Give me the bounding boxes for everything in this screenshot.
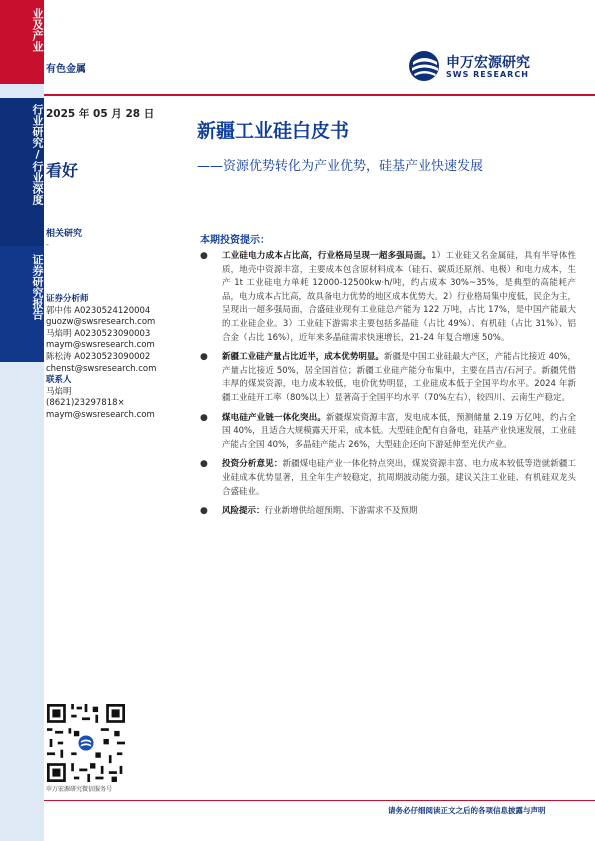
- highlight-bold: 投资分析意见：: [222, 459, 283, 470]
- rating: 看好: [46, 161, 79, 180]
- highlights-list: [198, 250, 576, 525]
- bullet-icon: ●: [200, 459, 208, 470]
- sidebar-label-2: 行业研究/行业深度: [31, 104, 44, 205]
- analyst-header: 证券分析师: [46, 294, 89, 304]
- highlight-text: 行业新增供给超预期、下游需求不及预期: [264, 506, 418, 517]
- highlight-bold: 煤电硅产业链一体化突出。: [222, 412, 327, 423]
- analyst-block: [46, 294, 156, 422]
- highlight-bold: 工业硅电力成本占比高，行业格局呈现一超多强局面。: [222, 251, 432, 261]
- sidebar-label-3: 证券研究报告: [31, 254, 44, 320]
- highlights-title: 本期投资提示：: [200, 235, 270, 246]
- header-divider: [44, 94, 595, 96]
- highlight-item: [198, 412, 576, 453]
- logo-mark-icon: [408, 50, 442, 82]
- contact-email[interactable]: maym@swsresearch.com: [46, 409, 155, 420]
- bullet-icon: ●: [200, 506, 208, 517]
- highlight-text: 新疆煤炭资源丰富，发电成本低，预测储量 2.19 万亿吨，约占全国 40%，且适合大规模露天开采，成本低。大型硅企配有自备电，硅基产业快速发展，工业硅产能占全国 40%，多晶硅产能占 26%，大型硅企还向下游延伸至光伏产业。: [222, 412, 576, 450]
- analyst-line: 陈松涛 A0230523090002: [46, 351, 151, 362]
- related-research-label: 相关研究: [46, 229, 83, 239]
- bullet-icon: ●: [200, 412, 208, 423]
- analyst-email[interactable]: guozw@swsresearch.com: [46, 317, 156, 328]
- analyst-email[interactable]: maym@swsresearch.com: [46, 340, 155, 351]
- highlight-item: [198, 351, 576, 405]
- report-date: 2025 年 05 月 28 日: [46, 108, 155, 120]
- contact-header: 联系人: [46, 375, 72, 386]
- logo-text-cn: 申万宏源研究: [446, 55, 530, 71]
- highlight-bold: 新疆工业硅产量占比近半，成本优势明显。: [222, 352, 384, 363]
- highlight-bold: 风险提示：: [222, 506, 265, 517]
- bullet-icon: ●: [200, 251, 208, 261]
- related-research-value: -: [46, 240, 49, 249]
- analyst-line: 马焰明 A0230523090003: [46, 328, 151, 339]
- sidebar-block-navy: [0, 98, 44, 246]
- footer-divider: [44, 800, 595, 801]
- sidebar-label-1: 业及产业: [31, 8, 44, 52]
- highlight-item: [198, 458, 576, 499]
- report-subtitle: ——资源优势转化为产业优势，硅基产业快速发展: [197, 159, 484, 174]
- qr-code-icon[interactable]: [47, 704, 125, 782]
- contact-phone: (8621)23297818×: [46, 398, 125, 409]
- sidebar-block-navy2: [0, 246, 44, 362]
- contact-line: 马焰明: [46, 386, 72, 397]
- analyst-email[interactable]: chenst@swsresearch.com: [46, 363, 157, 374]
- analyst-line: 郭中伟 A0230524120004: [46, 305, 151, 316]
- report-title: 新疆工业硅白皮书: [197, 120, 350, 142]
- sidebar-block-red: [0, 0, 44, 84]
- qr-caption: 申万宏源研究微信服务号: [46, 786, 113, 793]
- highlight-item: [198, 505, 576, 519]
- company-logo: [408, 50, 568, 82]
- logo-text-en: SWS RESEARCH: [446, 70, 529, 79]
- highlight-text: 新疆煤电硅产业一体化特点突出，煤炭资源丰富、电力成本较低等造就新疆工业硅成本优势显著，且全年生产较稳定，抗周期波动能力强，建议关注工业硅、有机硅双龙头合盛硅业。: [222, 459, 576, 497]
- highlight-text: 1）工业硅又名金属硅，具有半导体性质，地壳中资源丰富，主要成本包含原材料成本（硅石、碳质还原剂、电极）和电力成本，生产 1t 工业硅电力单耗 12000-12500kw·h/吨，约占成本 30%~35%，是典型的高能耗产品，电力成本占比高，故具备电力优势的地区成本优势大。2）行业格局集中度低，民企为主，呈现出一超多强局面，合盛硅业现有工业硅总产能为 122 万吨，占比 17%，是中国产能最大的工业硅企业。3）工业硅下游需求主要包括多晶硅（占比 49%）、有机硅（占比 31%）、铝合金（占比 16%），近年来多晶硅需求快速增长，21-24 年复合增速 50%。: [222, 251, 576, 343]
- sector-label: 有色金属: [46, 64, 86, 75]
- disclaimer-text: 请务必仔细阅读正文之后的各项信息披露与声明: [388, 806, 546, 815]
- highlight-item: [198, 250, 576, 345]
- bullet-icon: ●: [200, 352, 208, 363]
- highlight-text: 新疆是中国工业硅最大产区，产能占比接近 40%，产量占比接近 50%，居全国首位；新疆工业硅产能分布集中，主要在昌吉/石河子。新疆凭借丰厚的煤炭资源，电力成本较低，电价优势明显，工业硅成本低于全国平均水平。2024 年新疆工业硅开工率（80%以上）显著高于全国平均水平（70%左右），较四川、云南生产稳定。: [222, 352, 576, 403]
